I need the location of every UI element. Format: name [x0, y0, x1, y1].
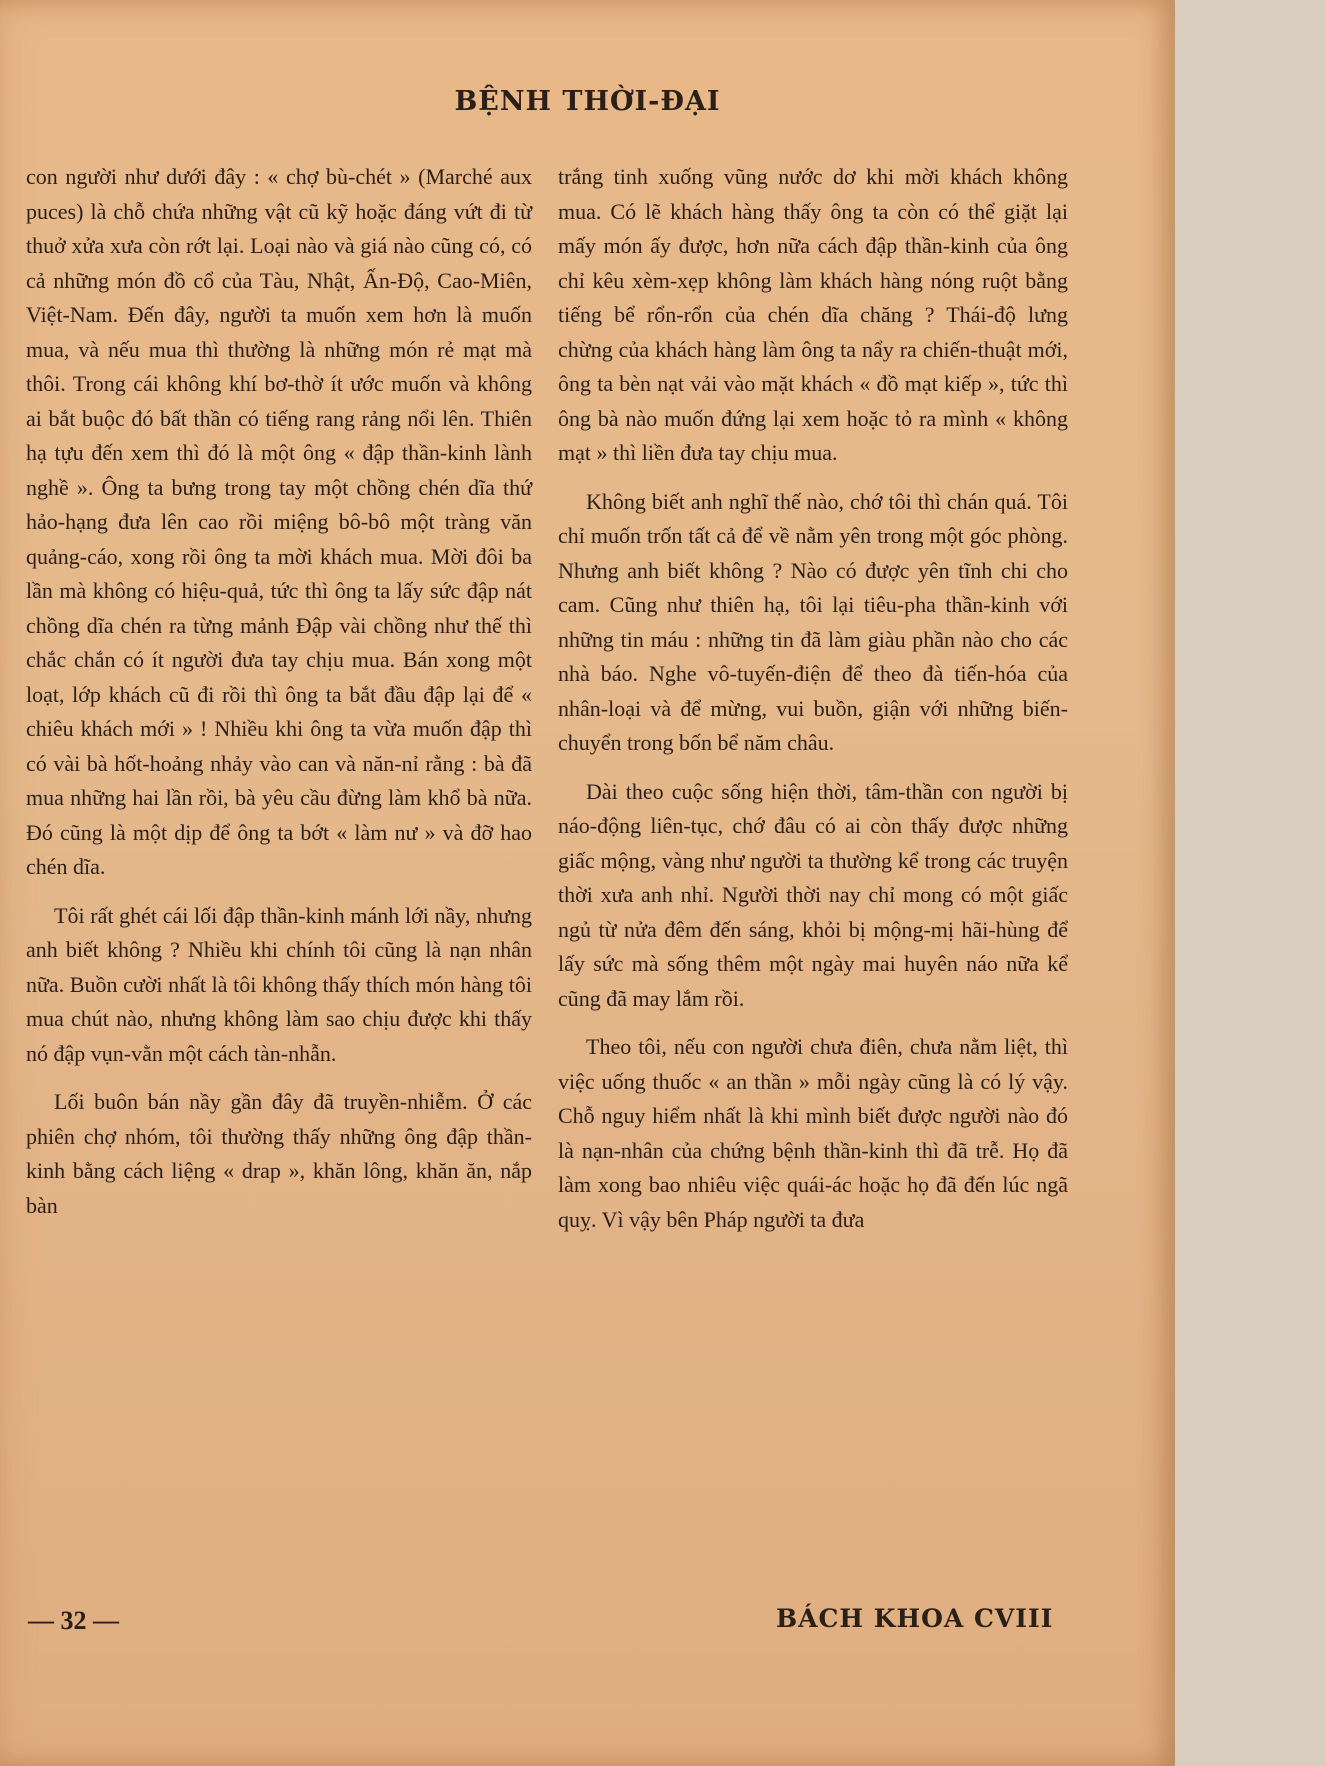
page-number: — 32 — [28, 1606, 119, 1635]
left-column [26, 160, 532, 1223]
paragraph: Tôi rất ghét cái lối đập thần-kinh mánh lới nầy, nhưng anh biết không ? Nhiều khi chính tôi cũng là nạn nhân nữa. Buồn cười nhất là tôi không thấy thích món hàng tôi mua chút nào, nhưng không làm sao chịu được khi thấy nó đập vụn-vằn một cách tàn-nhẫn. [26, 902, 532, 1066]
paragraph: trắng tinh xuống vũng nước dơ khi mời khách không mua. Có lẽ khách hàng thấy ông ta còn có thể giặt lại mấy món ấy được, hơn nữa cách đập thần-kinh của ông chỉ kêu xèm-xẹp không làm khách hàng nóng ruột bằng tiếng bể rổn-rổn của chén dĩa chăng ? Thái-độ lưng chừng của khách hàng làm ông ta nẩy ra chiến-thuật mới, ông ta bèn nạt vải vào mặt khách « đồ mạt kiếp », tức thì ông bà nào muốn đứng lại xem hoặc tỏ ra mình « không mạt » thì liền đưa tay chịu mua. [558, 164, 1068, 465]
paragraph: Không biết anh nghĩ thế nào, chớ tôi thì chán quá. Tôi chỉ muốn trốn tất cả để về nằm yên trong một góc phòng. Nhưng anh biết không ? Nào có được yên tĩnh chi cho cam. Cũng như thiên hạ, tôi lại tiêu-pha thần-kinh với những tin máu : những tin đã làm giàu phần nào cho các nhà báo. Nghe vô-tuyến-điện để theo đà tiến-hóa của nhân-loại và để mừng, vui buồn, giận với những biến-chuyển trong bốn bể năm châu. [558, 488, 1068, 755]
paragraph: Dài theo cuộc sống hiện thời, tâm-thần con người bị náo-động liên-tục, chớ đâu có ai còn thấy được những giấc mộng, vàng như người ta thường kể trong các truyện thời xưa anh nhỉ. Người thời nay chỉ mong có một giấc ngủ từ nửa đêm đến sáng, khỏi bị mộng-mị hãi-hùng để lấy sức mà sống thêm một ngày mai huyên náo nữa kể cũng đã may lắm rồi. [558, 778, 1068, 1011]
right-column [558, 160, 1068, 1237]
paragraph: Lối buôn bán nầy gần đây đã truyền-nhiễm. Ở các phiên chợ nhóm, tôi thường thấy những ông đập thần-kinh bằng cách liệng « drap », khăn lông, khăn ăn, nắp bàn [26, 1089, 532, 1218]
magazine-name: BÁCH KHOA CVIII [776, 1604, 1054, 1633]
page-title: BỆNH THỜI-ĐẠI [454, 86, 721, 117]
paragraph: con người như dưới đây : « chợ bù-chét » (Marché aux puces) là chỗ chứa những vật cũ kỹ hoặc đáng vứt đi từ thuở xửa xưa còn rớt lại. Loại nào và giá nào cũng có, có cả những món đồ cổ của Tàu, Nhật, Ấn-Độ, Cao-Miên, Việt-Nam. Đến đây, người ta muốn xem hơn là muốn mua, và nếu mua thì thường là những món rẻ mạt mà thôi. Trong cái không khí bơ-thờ ít ước muốn và không ai bắt buộc đó bất thần có tiếng rang rảng nổi lên. Thiên hạ tựu đến xem thì đó là một ông « đập thần-kinh lành nghề ». Ông ta bưng trong tay một chồng chén dĩa thứ hảo-hạng đưa lên cao rồi miệng bô-bô một tràng văn quảng-cáo, xong rồi ông ta mời khách mua. Mời đôi ba lần mà không có hiệu-quả, tức thì ông ta lấy sức đập nát chồng dĩa chén ra từng mảnh Đập vài chồng như thế thì chắc chắn có ít người đưa tay chịu mua. Bán xong một loạt, lớp khách cũ đi rồi thì ông ta bắt đầu đập lại để « chiêu khách mới » ! Nhiều khi ông ta vừa muốn đập thì có vài bà hốt-hoảng nhảy vào can và năn-nỉ rằng : bà đã mua những hai lần rồi, bà yêu cầu đừng làm khổ bà nữa. Đó cũng là một dịp để ông ta bớt « làm nư » và đỡ hao chén dĩa. [26, 164, 532, 879]
scan-background [1175, 0, 1325, 1766]
paragraph: Theo tôi, nếu con người chưa điên, chưa nằm liệt, thì việc uống thuốc « an thần » mỗi ngày cũng là có lý vậy. Chỗ nguy hiểm nhất là khi mình biết được người nào đó là nạn-nhân của chứng bệnh thần-kinh thì đã trễ. Họ đã làm xong bao nhiêu việc quái-ác hoặc họ đã đến lúc ngã quỵ. Vì vậy bên Pháp người ta đưa [558, 1034, 1068, 1232]
